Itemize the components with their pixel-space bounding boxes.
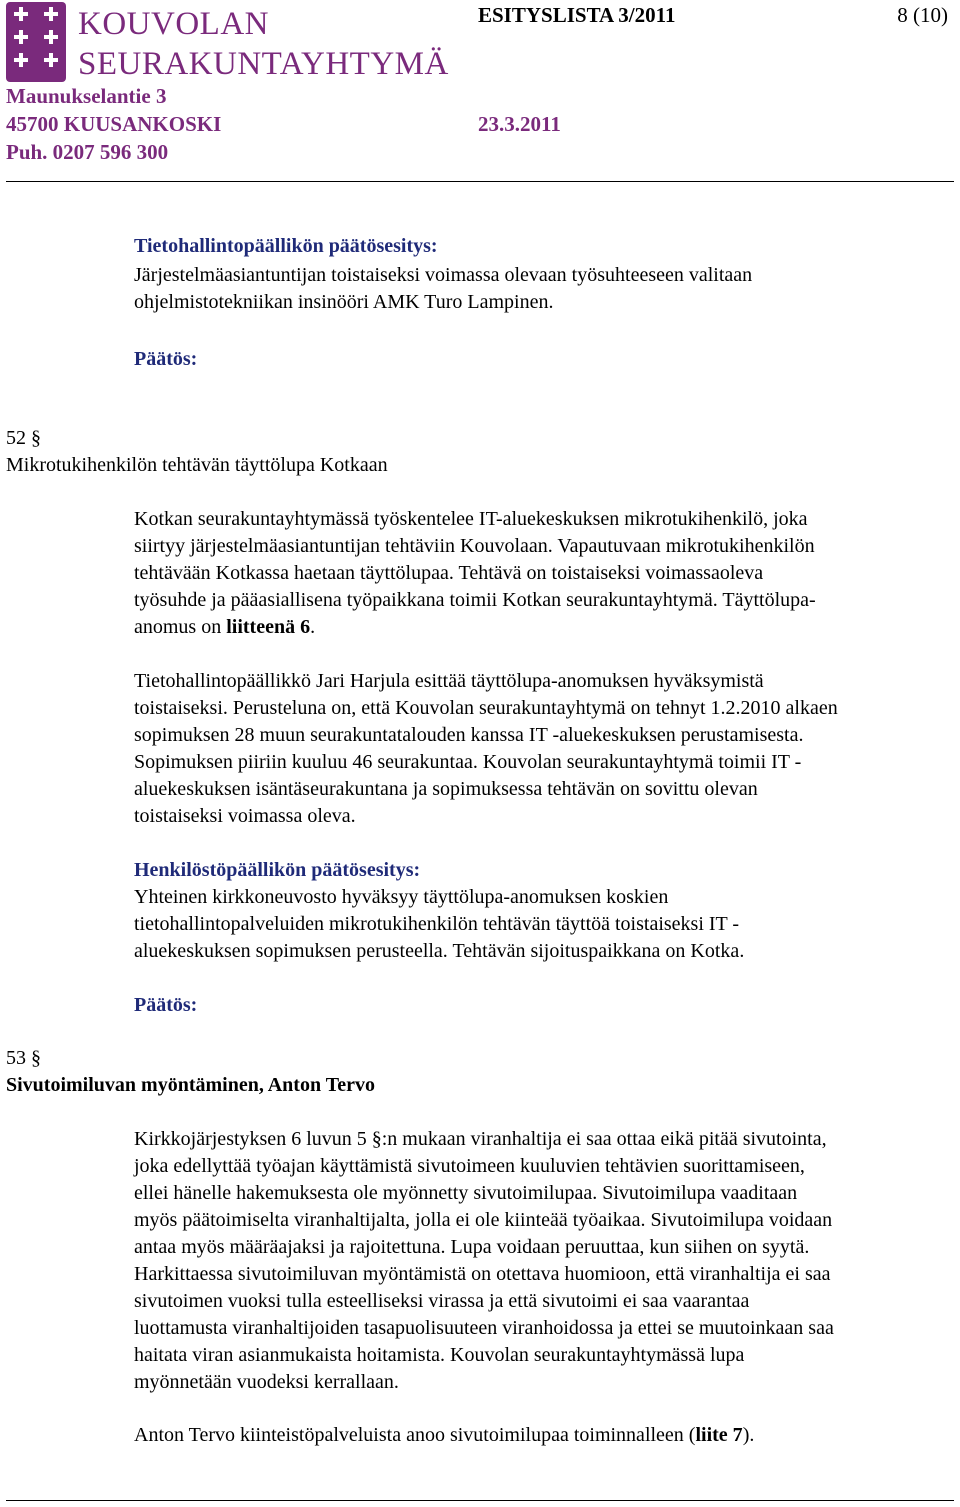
paragraph-line: antaa myös määräajaksi ja rajoitettuna. Lupa voidaan peruuttaa, kun siihen on syytä. (134, 1236, 810, 1258)
document-date: 23.3.2011 (478, 112, 561, 136)
paragraph-line: Kirkkojärjestyksen 6 luvun 5 §:n mukaan viranhaltija ei saa ottaa eikä pitää sivutointa, (134, 1128, 827, 1150)
header-divider (6, 181, 954, 182)
paragraph-line: tehtävään Kotkassa haetaan täyttölupaa. Tehtävä on toistaiseksi voimassaoleva (134, 562, 764, 584)
paragraph-line: myönnetään vuodeksi kerrallaan. (134, 1371, 399, 1393)
paragraph-text: . (310, 616, 316, 638)
address-phone: Puh. 0207 596 300 (6, 140, 169, 164)
paragraph-text: anomus on (134, 616, 227, 638)
paragraph-line: Tietohallintopäällikkö Jari Harjula esittää täyttölupa-anomuksen hyväksymistä (134, 670, 764, 692)
footer-divider (6, 1500, 954, 1501)
proposal-heading: Henkilöstöpäällikön päätösesitys: (134, 859, 421, 881)
paragraph-line: toistaiseksi. Perusteluna on, että Kouvolan seurakuntayhtymä on tehnyt 1.2.2010 alkaen (134, 697, 838, 719)
paragraph-line: Sopimuksen piiriin kuuluu 46 seurakuntaa. Kouvolan seurakuntayhtymä toimii IT - (134, 751, 802, 773)
page-number: 8 (10) (897, 3, 948, 27)
paragraph-line: sopimuksen 28 muun seurakuntatalouden kanssa IT -aluekeskuksen perustamisesta. (134, 724, 804, 746)
paragraph-line (134, 1422, 754, 1449)
attachment-reference: liitteenä 6 (226, 616, 311, 638)
section-53-title: Sivutoimiluvan myöntäminen, Anton Tervo (6, 1074, 375, 1096)
logo-line-1: KOUVOLAN (78, 6, 269, 42)
proposal-line: Yhteinen kirkkoneuvosto hyväksyy täyttölupa-anomuksen koskien (134, 886, 669, 908)
paragraph-line: ellei hänelle hakemuksesta ole myönnetty sivutoimilupaa. Sivutoimilupa vaaditaan (134, 1182, 798, 1204)
paragraph-text: ). (742, 1424, 755, 1446)
paragraph-text: Anton Tervo kiinteistöpalveluista anoo sivutoimilupaa toiminnalleen ( (134, 1424, 696, 1446)
decision-label: Päätös: (134, 348, 198, 370)
paragraph-line: aluekeskuksen isäntäseurakuntana ja sopimuksessa tehtävän on sovittu olevan (134, 778, 758, 800)
prev-proposal-line: ohjelmistotekniikan insinööri AMK Turo Lampinen. (134, 291, 554, 313)
address-postal: 45700 KUUSANKOSKI (6, 112, 222, 136)
proposal-line: aluekeskuksen sopimuksen perusteella. Tehtävän sijoituspaikkana on Kotka. (134, 940, 745, 962)
paragraph-line: joka edellyttää työajan käyttämistä sivutoimeen kuuluvien tehtävien suorittamiseen, (134, 1155, 805, 1177)
paragraph-line: työsuhde ja pääasiallisena työpaikkana toimii Kotkan seurakuntayhtymä. Täyttölupa- (134, 589, 816, 611)
proposal-line: tietohallintopalveluiden mikrotukihenkilön tehtävän täyttöä toistaiseksi IT - (134, 913, 740, 935)
logo-line-2: SEURAKUNTAYHTYMÄ (78, 46, 449, 82)
logo-wordmark (78, 4, 449, 84)
prev-proposal-line: Järjestelmäasiantuntijan toistaiseksi voimassa olevaan työsuhteeseen valitaan (134, 264, 753, 286)
paragraph-line: haitata viran asianmukaista hoitamista. Kouvolan seurakuntayhtymässä lupa (134, 1344, 745, 1366)
section-52-number: 52 § (6, 427, 41, 449)
cross-emblem-icon (6, 2, 66, 82)
address-street: Maunukselantie 3 (6, 84, 167, 108)
attachment-reference: liite 7 (695, 1424, 743, 1446)
paragraph-line: Kotkan seurakuntayhtymässä työskentelee IT-aluekeskuksen mikrotukihenkilö, joka (134, 508, 808, 530)
section-52-title: Mikrotukihenkilön tehtävän täyttölupa Kotkaan (6, 454, 388, 476)
section-53-number: 53 § (6, 1047, 41, 1069)
organization-logo (6, 2, 448, 84)
paragraph-line: myös päätoimiselta viranhaltijalta, jolla ei ole kiinteää työaikaa. Sivutoimilupa voidaan (134, 1209, 833, 1231)
document-title: ESITYSLISTA 3/2011 (478, 3, 676, 27)
paragraph-line: Harkittaessa sivutoimiluvan myöntämistä on otettava huomioon, että viranhaltija ei saa (134, 1263, 831, 1285)
paragraph-line: siirtyy järjestelmäasiantuntijan tehtäviin Kouvolaan. Vapautuvaan mikrotukihenkilön (134, 535, 815, 557)
paragraph-line: luottamusta viranhaltijoiden tasapuolisuuteen viranhoidossa ja ettei se muutoinkaan saa (134, 1317, 834, 1339)
paragraph-line: toistaiseksi voimassa oleva. (134, 805, 356, 827)
prev-proposal-heading: Tietohallintopäällikön päätösesitys: (134, 235, 438, 257)
paragraph-line (134, 614, 315, 641)
paragraph-line: sivutoimen vuoksi tulla esteelliseksi virassa ja että sivutoimi ei saa vaarantaa (134, 1290, 750, 1312)
decision-label: Päätös: (134, 994, 198, 1016)
